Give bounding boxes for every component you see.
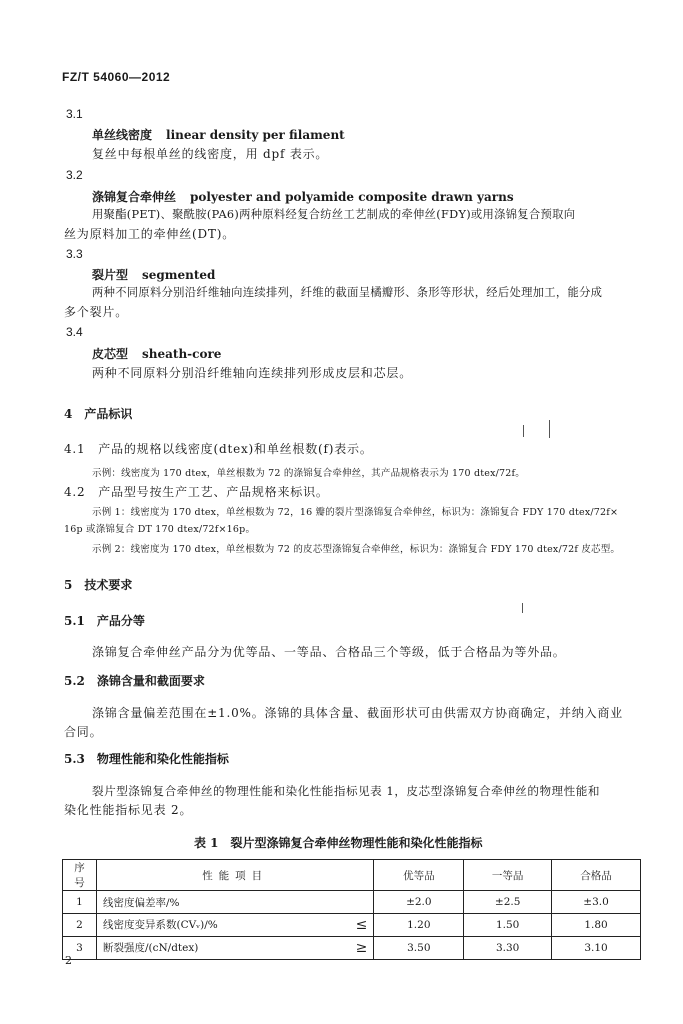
value-cell: ±2.0 (374, 891, 464, 914)
table-row (63, 891, 641, 914)
term-cn: 裂片型 (92, 268, 129, 282)
value-cell: 3.10 (552, 937, 641, 960)
row-item-label: 线密度变异系数(CVᵥ)/% (102, 919, 218, 931)
term-number: 3.3 (66, 247, 83, 261)
table-header-row (63, 860, 641, 891)
table-1 (62, 859, 641, 960)
value-cell: 1.80 (552, 914, 641, 937)
table-row (63, 937, 641, 960)
term-number: 3.1 (66, 107, 83, 121)
clause-5-1-title: 5.1 产品分等 (64, 614, 145, 628)
term-title (92, 266, 215, 283)
standard-number: FZ/T 54060—2012 (62, 70, 171, 84)
value-cell: 1.20 (374, 914, 464, 937)
term-title (92, 126, 345, 143)
scan-artifact (549, 420, 550, 438)
scan-artifact (523, 425, 524, 437)
value-cell: 1.50 (464, 914, 552, 937)
clause-4-2: 4.2 产品型号按生产工艺、产品规格来标识。 (64, 485, 329, 499)
clause-5-3-title: 5.3 物理性能和染化性能指标 (64, 752, 229, 766)
header-cell: 一等品 (464, 860, 552, 891)
table-row (63, 914, 641, 937)
example-text: 示例：线密度为 170 dtex，单丝根数为 72 的涤锦复合牵伸丝，其产品规格表示为 170 dtex/72f。 (92, 468, 525, 479)
example-text: 16p 或涤锦复合 DT 170 dtex/72f×16p。 (64, 524, 256, 535)
header-cell: 优等品 (374, 860, 464, 891)
term-definition: 两种不同原料分别沿纤维轴向连续排列，纤维的截面呈橘瓣形、条形等形状，经后处理加工，能分成 (92, 286, 603, 299)
section-heading: 4 产品标识 (64, 407, 133, 421)
term-definition: 多个裂片。 (64, 305, 129, 319)
term-definition: 复丝中每根单丝的线密度，用 dpf 表示。 (92, 147, 329, 161)
value-cell: 3.50 (374, 937, 464, 960)
value-cell: 3.30 (464, 937, 552, 960)
term-number: 3.2 (66, 168, 83, 182)
clause-4-1: 4.1 产品的规格以线密度(dtex)和单丝根数(f)表示。 (64, 442, 373, 456)
table-caption: 表 1 裂片型涤锦复合牵伸丝物理性能和染化性能指标 (194, 836, 483, 850)
value-cell: ±2.5 (464, 891, 552, 914)
page-number: 2 (65, 954, 72, 967)
clause-5-3-text: 染化性能指标见表 2。 (64, 803, 193, 817)
comparison-mark: ≤ (355, 917, 368, 933)
term-en: segmented (142, 268, 216, 282)
scan-artifact (522, 603, 523, 613)
header-cell: 性能项目 (96, 860, 373, 891)
row-item (96, 914, 373, 937)
row-number: 3 (63, 937, 97, 960)
term-title (92, 188, 514, 205)
clause-5-2-title: 5.2 涤锦含量和截面要求 (64, 674, 205, 688)
clause-5-2-text: 合同。 (64, 725, 103, 739)
header-cell: 合格品 (552, 860, 641, 891)
term-definition: 丝为原料加工的牵伸丝(DT)。 (64, 227, 235, 241)
row-item-label: 断裂强度/(cN/dtex) (102, 942, 199, 954)
term-en: sheath-core (142, 347, 222, 361)
value-cell: ±3.0 (552, 891, 641, 914)
header-cell: 序号 (63, 860, 97, 891)
term-cn: 单丝线密度 (92, 128, 153, 142)
term-en: linear density per filament (166, 128, 345, 142)
term-number: 3.4 (66, 325, 83, 339)
clause-5-2-text: 涤锦含量偏差范围在±1.0%。涤锦的具体含量、截面形状可由供需双方协商确定，并纳入商业 (92, 706, 623, 720)
example-text: 示例 2：线密度为 170 dtex，单丝根数为 72 的皮芯型涤锦复合牵伸丝，标识为：涤锦复合 FDY 170 dtex/72f 皮芯型。 (92, 544, 621, 555)
term-cn: 皮芯型 (92, 347, 129, 361)
term-en: polyester and polyamide composite drawn yarns (190, 190, 514, 204)
term-definition: 用聚酯(PET)、聚酰胺(PA6)两种原料经复合纺丝工艺制成的牵伸丝(FDY)或用涤锦复合预取向 (92, 208, 576, 221)
clause-5-1-text: 涤锦复合牵伸丝产品分为优等品、一等品、合格品三个等级，低于合格品为等外品。 (92, 645, 566, 659)
clause-5-3-text: 裂片型涤锦复合牵伸丝的物理性能和染化性能指标见表 1，皮芯型涤锦复合牵伸丝的物理性能和 (92, 784, 600, 798)
row-item (96, 937, 373, 960)
example-text: 示例 1：线密度为 170 dtex，单丝根数为 72，16 瓣的裂片型涤锦复合牵伸丝，标识为：涤锦复合 FDY 170 dtex/72f× (92, 507, 619, 518)
term-definition: 两种不同原料分别沿纤维轴向连续排列形成皮层和芯层。 (92, 366, 413, 380)
comparison-mark: ≥ (355, 940, 368, 956)
row-number: 1 (63, 891, 97, 914)
row-item (96, 891, 373, 914)
row-item-label: 线密度偏差率/% (102, 896, 180, 909)
row-number: 2 (63, 914, 97, 937)
term-title (92, 345, 221, 362)
section-heading: 5 技术要求 (64, 578, 133, 592)
term-cn: 涤锦复合牵伸丝 (92, 190, 177, 204)
